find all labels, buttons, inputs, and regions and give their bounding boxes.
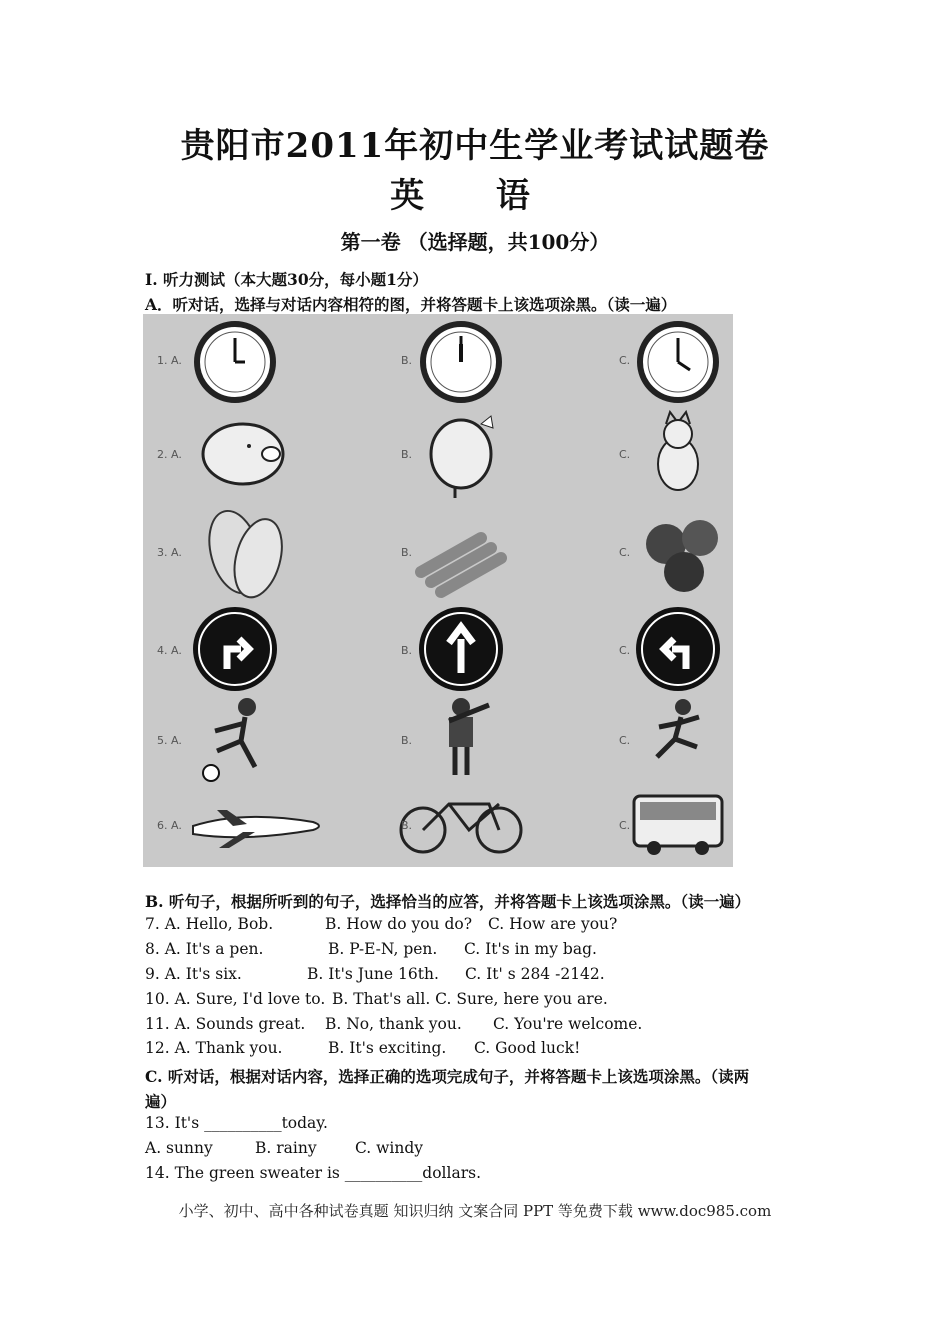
option-a: A. sunny <box>145 1139 213 1157</box>
option-b: B. How do you do? <box>325 915 473 933</box>
row-label: 5. A. <box>157 734 182 747</box>
option-c: C. You're welcome. <box>493 1015 643 1033</box>
part-c-instruction: C. 听对话，根据对话内容，选择正确的选项完成句子，并将答题卡上该选项涂黑。（读两 <box>145 1067 750 1086</box>
option-c: C. It's in my bag. <box>464 940 597 958</box>
part-a-instruction: A．听对话，选择与对话内容相符的图，并将答题卡上该选项涂黑。（读一遍） <box>145 295 677 314</box>
row-label: B. <box>401 819 413 832</box>
option-a: 9. A. It's six. <box>145 965 242 983</box>
turn-left-sign-icon <box>636 607 720 691</box>
golfer-icon <box>449 698 489 775</box>
part-b-instruction: B. 听句子，根据所听到的句子，选择恰当的应答，并将答题卡上该选项涂黑。（读一遍） <box>145 892 751 911</box>
page-footer: 小学、初中、高中各种试卷真题 知识归纳 文案合同 PPT 等免费下载 www.doc985.com <box>178 1202 772 1220</box>
section-heading: I. 听力测试（本大题30分，每小题1分） <box>145 270 428 289</box>
part-title: 第一卷 （选择题，共100分） <box>340 230 610 254</box>
question-7 <box>145 915 618 933</box>
row-label: 3. A. <box>157 546 182 559</box>
question-8 <box>145 940 597 958</box>
option-b: B. That's all. C. Sure, here you are. <box>332 990 608 1008</box>
option-c: C. How are you? <box>488 915 618 933</box>
picture-grid <box>143 314 733 867</box>
picture-grid-svg <box>143 314 733 867</box>
option-b: B. It's exciting. <box>328 1039 447 1057</box>
runner-icon <box>657 699 699 757</box>
straight-sign-icon <box>419 607 503 691</box>
bicycle-icon <box>401 804 521 852</box>
row-label: C. <box>619 448 631 461</box>
row-label: B. <box>401 354 413 367</box>
row-label: C. <box>619 644 631 657</box>
row-label: 1. A. <box>157 354 182 367</box>
row-label: B. <box>401 546 413 559</box>
row-label: 2. A. <box>157 448 182 461</box>
row-label: B. <box>401 448 413 461</box>
clock-icon <box>640 324 716 400</box>
row-label: C. <box>619 546 631 559</box>
clock-icon <box>197 324 273 400</box>
option-a: 8. A. It's a pen. <box>145 940 264 958</box>
option-b: B. No, thank you. <box>325 1015 462 1033</box>
question-13-options <box>145 1139 424 1157</box>
exam-title: 贵阳市2011年初中生学业考试试题卷 <box>180 126 770 166</box>
subject-title: 英 语 <box>390 176 560 216</box>
option-a: 11. A. Sounds great. <box>145 1015 306 1033</box>
clock-icon <box>423 324 499 400</box>
option-c: C. windy <box>355 1139 424 1157</box>
airplane-icon <box>193 810 319 848</box>
question-9 <box>145 965 605 983</box>
option-b: B. rainy <box>255 1139 317 1157</box>
question-14: 14. The green sweater is __________dollars. <box>145 1164 481 1182</box>
row-label: B. <box>401 734 413 747</box>
row-label: C. <box>619 819 631 832</box>
option-a: 10. A. Sure, I'd love to. <box>145 990 326 1008</box>
tomato-icon <box>646 520 718 592</box>
row-label: 4. A. <box>157 644 182 657</box>
bus-icon <box>634 796 722 855</box>
question-10 <box>145 990 608 1008</box>
turn-right-sign-icon <box>193 607 277 691</box>
chicken-icon <box>431 416 493 498</box>
part-c-instruction-cont: 遍） <box>145 1092 177 1111</box>
option-b: B. It's June 16th. <box>307 965 439 983</box>
question-11 <box>145 1015 643 1033</box>
question-12 <box>145 1039 581 1057</box>
option-c: C. It' s 284 -2142. <box>465 965 605 983</box>
carrot-icon <box>421 538 501 592</box>
pig-icon <box>203 424 283 484</box>
option-a: 12. A. Thank you. <box>145 1039 283 1057</box>
cabbage-icon <box>201 505 290 602</box>
row-label: C. <box>619 354 631 367</box>
row-label: C. <box>619 734 631 747</box>
option-a: 7. A. Hello, Bob. <box>145 915 274 933</box>
row-label: 6. A. <box>157 819 182 832</box>
football-player-icon <box>203 698 256 781</box>
option-b: B. P-E-N, pen. <box>328 940 438 958</box>
question-13: 13. It's __________today. <box>145 1114 328 1132</box>
row-label: B. <box>401 644 413 657</box>
cat-icon <box>658 412 698 490</box>
option-c: C. Good luck! <box>474 1039 581 1057</box>
